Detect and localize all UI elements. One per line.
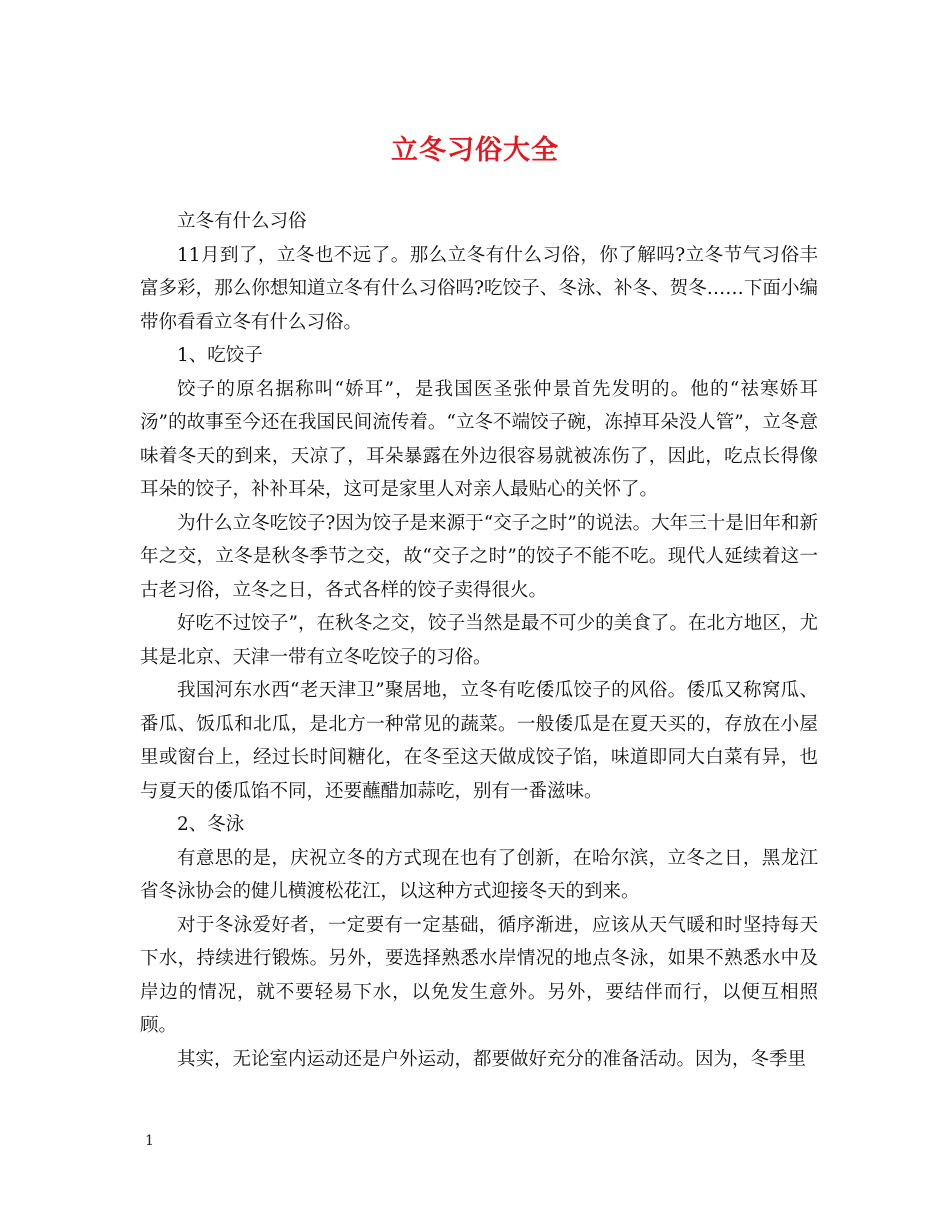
section-heading: 1、吃饺子 [177,345,263,366]
document-body [140,205,818,1076]
paragraph: 11月到了，立冬也不远了。那么立冬有什么习俗，你了解吗?立冬节气习俗丰富多彩，那么你想知道立冬有什么习俗吗?吃饺子、冬泳、补冬、贺冬……下面小编带你看看立冬有什么习俗。 [140,244,818,333]
paragraph: 对于冬泳爱好者，一定要有一定基础，循序渐进，应该从天气暖和时坚持每天下水，持续进行锻炼。另外，要选择熟悉水岸情况的地点冬泳，如果不熟悉水中及岸边的情况，就不要轻易下水，以免发生意外。另外，要结伴而行，以便互相照顾。 [140,914,818,1036]
document-title: 立冬习俗大全 [391,135,559,166]
section-heading: 2、冬泳 [177,814,245,835]
section-heading: 立冬有什么习俗 [177,211,307,232]
paragraph: 有意思的是，庆祝立冬的方式现在也有了创新，在哈尔滨，立冬之日，黑龙江省冬泳协会的健儿横渡松花江，以这种方式迎接冬天的到来。 [140,847,818,902]
paragraph: 饺子的原名据称叫“娇耳”，是我国医圣张仲景首先发明的。他的“祛寒娇耳汤”的故事至今还在我国民间流传着。“立冬不端饺子碗，冻掉耳朵没人管”，立冬意味着冬天的到来，天凉了，耳朵暴露在外边很容易就被冻伤了，因此，吃点长得像耳朵的饺子，补补耳朵，这可是家里人对亲人最贴心的关怀了。 [140,378,818,500]
paragraph: 好吃不过饺子”，在秋冬之交，饺子当然是最不可少的美食了。在北方地区，尤其是北京、天津一带有立冬吃饺子的习俗。 [140,613,818,668]
paragraph: 为什么立冬吃饺子?因为饺子是来源于“交子之时”的说法。大年三十是旧年和新年之交，立冬是秋冬季节之交，故“交子之时”的饺子不能不吃。现代人延续着这一古老习俗，立冬之日，各式各样的饺子卖得很火。 [140,512,818,601]
paragraph: 我国河东水西“老天津卫”聚居地，立冬有吃倭瓜饺子的风俗。倭瓜又称窝瓜、番瓜、饭瓜和北瓜，是北方一种常见的蔬菜。一般倭瓜是在夏天买的，存放在小屋里或窗台上，经过长时间糖化，在冬至这天做成饺子馅，味道即同大白菜有异，也与夏天的倭瓜馅不同，还要蘸醋加蒜吃，别有一番滋味。 [140,680,818,802]
paragraph: 其实，无论室内运动还是户外运动，都要做好充分的准备活动。因为，冬季里 [177,1048,807,1070]
page-number: 1 [145,1133,154,1149]
